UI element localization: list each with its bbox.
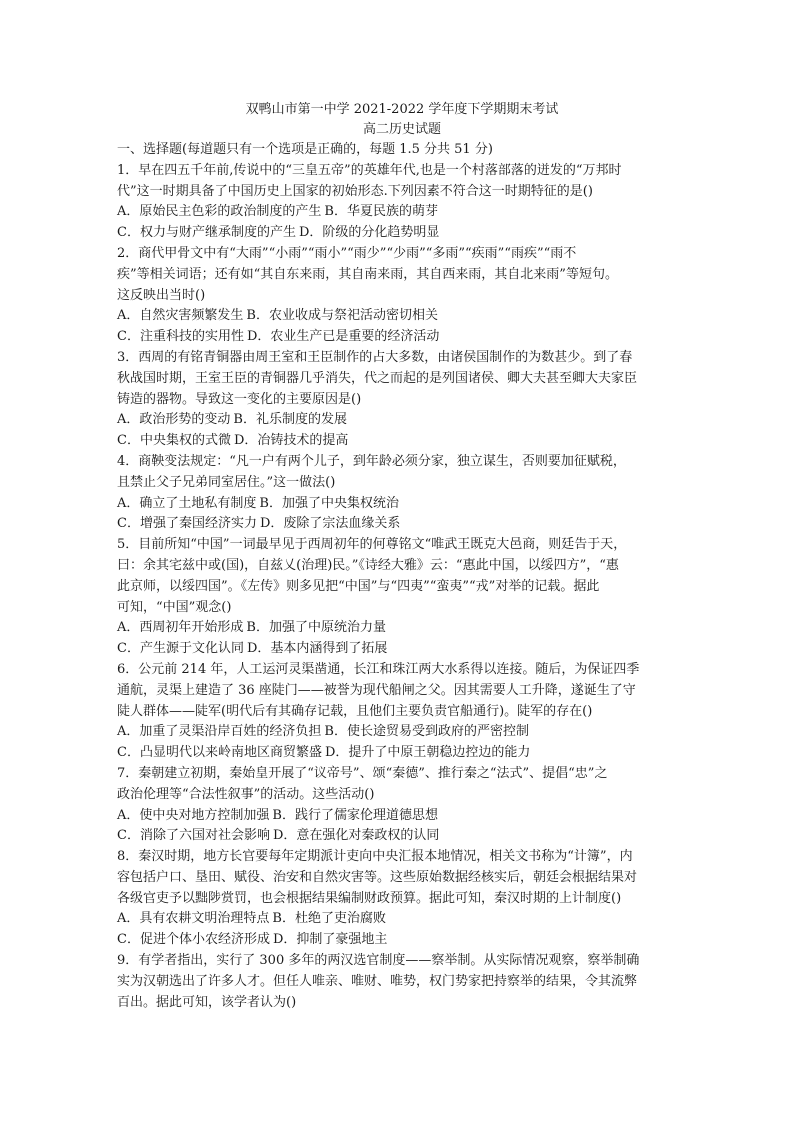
option-text: A．政治形势的变动 — [117, 412, 231, 428]
question-stem-line: 各级官吏予以黜陟赏罚，也会根据结果编制财政预算。据此可知，秦汉时期的上计制度() — [117, 890, 622, 906]
question-stem-line: 4．商鞅变法规定：“凡一户有两个儿子，到年龄必须分家，独立谋生，否则要加征赋税， — [117, 453, 626, 469]
option-row — [117, 431, 687, 452]
question-stem-line: 2．商代甲骨文中有“大雨”“小雨”“雨小”“雨少”“少雨”“多雨”“疾雨”“雨疾”“雨不 — [117, 245, 577, 261]
option-text: A．使中央对地方控制加强 — [117, 807, 270, 823]
question-stem-line: 代”这一时期具备了中国历史上国家的初始形态.下列因素不符合这一时期特征的是() — [117, 183, 593, 199]
question-3 — [117, 348, 687, 452]
option-row — [117, 514, 687, 535]
question-stem-line: 铸造的器物。导致这一变化的主要原因是() — [117, 391, 362, 407]
question-6 — [117, 660, 687, 764]
option-text: A．具有农耕文明治理特点 — [117, 911, 270, 927]
exam-page — [117, 100, 687, 1013]
option-text: D．废除了宗法血缘关系 — [259, 516, 401, 532]
option-text: D．抑制了豪强地主 — [272, 932, 388, 948]
option-row — [117, 722, 687, 743]
question-stem-line: 且禁止父子兄弟同室居住。”这一做法() — [117, 474, 336, 490]
option-text: A．原始民主色彩的政治制度的产生 — [117, 204, 322, 220]
option-row — [117, 639, 687, 660]
question-stem-line: 疾”等相关词语；还有如“其自东来雨，其自南来雨，其自西来雨，其自北来雨”等短句。 — [117, 266, 618, 282]
exam-subtitle: 高二历史试题 — [362, 122, 441, 137]
option-text: C．注重科技的实用性 — [117, 329, 244, 345]
option-text: C．促进个体小农经济形成 — [117, 932, 270, 948]
option-row — [117, 826, 687, 847]
question-stem-line: 百出。据此可知，该学者认为() — [117, 994, 297, 1010]
option-row — [117, 410, 687, 431]
option-text: D．农业生产已是重要的经济活动 — [246, 329, 440, 345]
question-8 — [117, 847, 687, 951]
question-2 — [117, 244, 687, 348]
option-text: A．自然灾害频繁发生 — [117, 308, 244, 324]
option-text: C．增强了秦国经济实力 — [117, 516, 257, 532]
option-row — [117, 223, 687, 244]
exam-title: 双鸭山市第一中学 2021-2022 学年度下学期期末考试 — [245, 102, 559, 117]
question-stem-line: 9．有学者指出，实行了 300 多年的两汉选官制度——察举制。从实际情况观察，察举制确 — [117, 953, 640, 969]
option-row — [117, 306, 687, 327]
question-stem-line: 实为汉朝选出了许多人才。但任人唯亲、唯财、唯势，权门势家把持察举的结果，令其流弊 — [117, 973, 638, 989]
question-4 — [117, 452, 687, 535]
section-heading: 一、选择题(每道题只有一个选项是正确的，每题 1.5 分共 51 分) — [117, 142, 493, 157]
option-text: D．意在强化对秦政权的认同 — [272, 828, 440, 844]
question-stem-line: 容包括户口、垦田、赋役、治安和自然灾害等。这些原始数据经核实后，朝廷会根据结果对 — [117, 869, 638, 885]
question-list — [117, 161, 687, 1014]
option-text: B．践行了儒家伦理道德思想 — [272, 807, 438, 823]
question-stem-line: 陡人群体——陡军(明代后有其确存记载，且他们主要负责官船通行)。陡军的存在() — [117, 703, 593, 719]
option-text: B．加强了中央集权统治 — [259, 495, 399, 511]
question-7 — [117, 764, 687, 847]
option-text: B．农业收成与祭祀活动密切相关 — [246, 308, 438, 324]
question-1 — [117, 161, 687, 244]
option-text: B．礼乐制度的发展 — [233, 412, 347, 428]
question-stem-line: 政治伦理等“合法性叙事”的活动。这些活动() — [117, 786, 375, 802]
option-text: A．确立了土地私有制度 — [117, 495, 257, 511]
option-text: D．基本内涵得到了拓展 — [246, 641, 388, 657]
question-5 — [117, 535, 687, 660]
option-text: A．西周初年开始形成 — [117, 620, 244, 636]
option-row — [117, 743, 687, 764]
question-stem-line: 5．目前所知“中国”一词最早见于西周初年的何尊铭文“唯武王既克大邑商，则廷告于天， — [117, 537, 627, 553]
question-stem-line: 秋战国时期，王室王臣的青铜器几乎消失，代之而起的是列国诸侯、卿大夫甚至卿大夫家臣 — [117, 370, 638, 386]
option-text: B．使长途贸易受到政府的严密控制 — [324, 724, 529, 740]
option-text: C．产生源于文化认同 — [117, 641, 244, 657]
option-text: B．杜绝了吏治腐败 — [272, 911, 386, 927]
question-stem-line: 7．秦朝建立初期，秦始皇开展了“议帝号”、颂“秦德”、推行秦之“法式”、提倡“忠”之 — [117, 765, 608, 781]
question-stem-line: 这反映出当时() — [117, 287, 206, 303]
option-text: B．华夏民族的萌芽 — [324, 204, 438, 220]
option-text: C．消除了六国对社会影响 — [117, 828, 270, 844]
option-text: D．阶级的分化趋势明显 — [298, 225, 440, 241]
option-row — [117, 806, 687, 827]
question-stem-line: 此京师，以绥四国”。《左传》则多见把“中国”与“四夷”“蛮夷”“戎”对举的记载。据此 — [117, 578, 600, 594]
question-stem-line: 可知，“中国”观念() — [117, 599, 232, 615]
question-stem-line: 3．西周的有铭青铜器由周王室和王臣制作的占大多数，由诸侯国制作的为数甚少。到了春 — [117, 349, 633, 365]
question-stem-line: 通航，灵渠上建造了 36 座陡门——被誉为现代船闸之父。因其需要人工升降，遂诞生了守 — [117, 682, 636, 698]
option-text: A．加重了灵渠沿岸百姓的经济负担 — [117, 724, 322, 740]
question-stem-line: 8．秦汉时期，地方长官要每年定期派计吏向中央汇报本地情况，相关文书称为“计簿”，内 — [117, 849, 633, 865]
option-row — [117, 909, 687, 930]
option-text: C．权力与财产继承制度的产生 — [117, 225, 296, 241]
option-text: C．凸显明代以来岭南地区商贸繁盛 — [117, 745, 322, 761]
option-row — [117, 494, 687, 515]
option-row — [117, 930, 687, 951]
question-stem-line: 1．早在四五千年前,传说中的“三皇五帝”的英雄年代,也是一个村落部落的迸发的“万邦时 — [117, 162, 622, 178]
option-text: D．提升了中原王朝稳边控边的能力 — [324, 745, 531, 761]
question-stem-line: 曰：余其宅兹中或(国)，自兹乂(治理)民。”《诗经大雅》云：“惠此中国，以绥四方”，“惠 — [117, 557, 619, 573]
option-row — [117, 618, 687, 639]
option-text: C．中央集权的式微 — [117, 433, 231, 449]
question-9 — [117, 951, 687, 1013]
option-text: D．冶铸技术的提高 — [233, 433, 349, 449]
option-row — [117, 327, 687, 348]
option-row — [117, 202, 687, 223]
option-text: B．加强了中原统治力量 — [246, 620, 386, 636]
question-stem-line: 6．公元前 214 年，人工运河灵渠凿通，长江和珠江两大水系得以连接。随后，为保证四季 — [117, 661, 640, 677]
